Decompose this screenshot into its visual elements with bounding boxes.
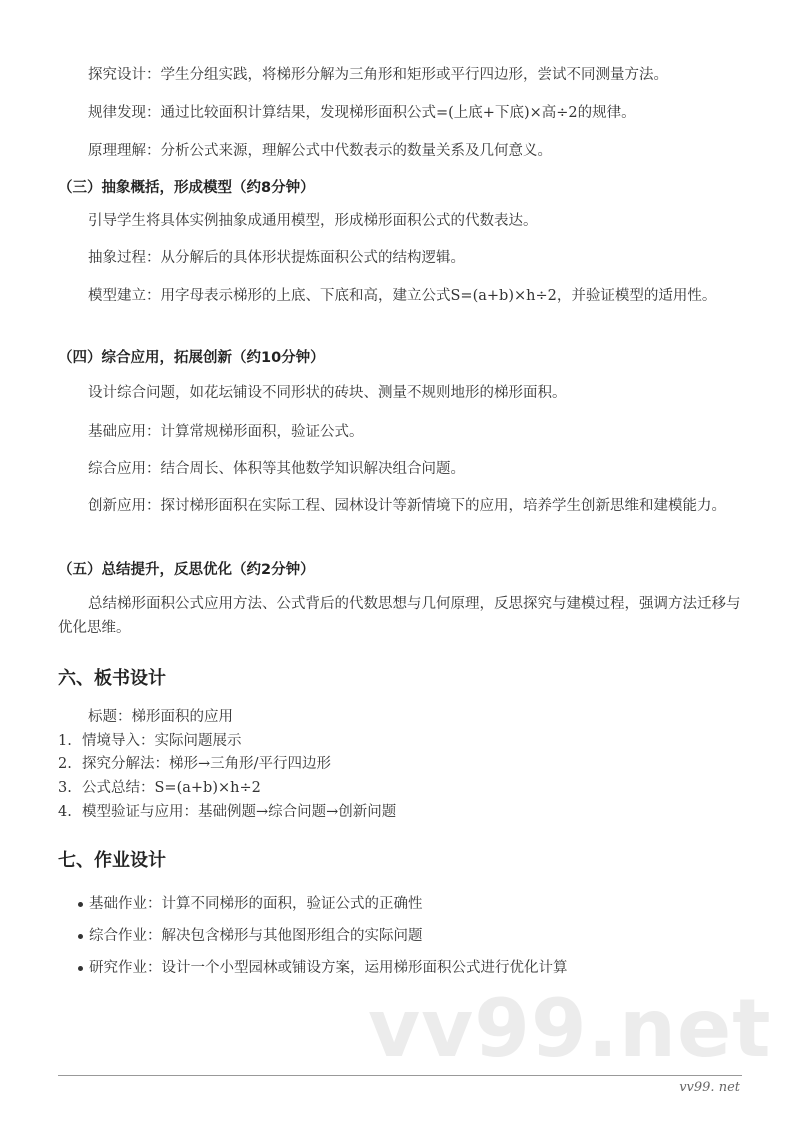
bullet-icon — [78, 902, 83, 907]
footer-divider — [58, 1075, 742, 1076]
list-text: 情境导入：实际问题展示 — [82, 733, 242, 749]
paragraph-rule-discovery: 规律发现：通过比较面积计算结果，发现梯形面积公式=(上底+下底)×高÷2的规律。 — [88, 105, 636, 121]
list-text: 公式总结：S=(a+b)×h÷2 — [82, 780, 261, 796]
list-item — [58, 776, 748, 800]
bullet-item — [78, 892, 768, 916]
board-title: 标题：梯形面积的应用 — [88, 709, 233, 725]
footer-site: vv99. net — [679, 1080, 740, 1095]
bullet-icon — [78, 934, 83, 939]
list-number: 2. — [58, 756, 72, 772]
paragraph: 总结梯形面积公式应用方法、公式背后的代数思想与几何原理，反思探究与建模过程，强调方法迁移与优化思维。 — [58, 596, 741, 636]
paragraph: 引导学生将具体实例抽象成通用模型，形成梯形面积公式的代数表达。 — [88, 213, 538, 229]
bullet-item — [78, 924, 768, 948]
board-design-heading: 六、板书设计 — [58, 668, 166, 689]
homework-heading: 七、作业设计 — [58, 850, 166, 871]
list-number: 1. — [58, 733, 72, 749]
section-4-heading: （四）综合应用，拓展创新（约10分钟） — [58, 350, 325, 366]
list-number: 3. — [58, 780, 72, 796]
paragraph: 创新应用：探讨梯形面积在实际工程、园林设计等新情境下的应用，培养学生创新思维和建模能力。 — [88, 498, 726, 514]
paragraph: 综合应用：结合周长、体积等其他数学知识解决组合问题。 — [88, 461, 465, 477]
paragraph: 设计综合问题，如花坛铺设不同形状的砖块、测量不规则地形的梯形面积。 — [88, 385, 567, 401]
section-3-heading: （三）抽象概括，形成模型（约8分钟） — [58, 180, 315, 196]
bullet-text: 综合作业：解决包含梯形与其他图形组合的实际问题 — [89, 928, 423, 944]
list-item — [58, 752, 748, 776]
paragraph: 模型建立：用字母表示梯形的上底、下底和高，建立公式S=(a+b)×h÷2，并验证模型的适用性。 — [88, 288, 717, 304]
bullet-icon — [78, 966, 83, 971]
paragraph: 基础应用：计算常规梯形面积，验证公式。 — [88, 424, 364, 440]
list-item — [58, 729, 748, 753]
list-number: 4. — [58, 804, 72, 820]
section-5-heading: （五）总结提升，反思优化（约2分钟） — [58, 562, 315, 578]
paragraph: 抽象过程：从分解后的具体形状提炼面积公式的结构逻辑。 — [88, 250, 465, 266]
list-item — [58, 800, 748, 824]
list-text: 模型验证与应用：基础例题→综合问题→创新问题 — [82, 804, 397, 820]
paragraph-principle: 原理理解：分析公式来源，理解公式中代数表示的数量关系及几何意义。 — [88, 143, 552, 159]
bullet-text: 基础作业：计算不同梯形的面积，验证公式的正确性 — [89, 896, 423, 912]
bullet-text: 研究作业：设计一个小型园林或铺设方案，运用梯形面积公式进行优化计算 — [89, 960, 568, 976]
paragraph-explore-design: 探究设计：学生分组实践，将梯形分解为三角形和矩形或平行四边形，尝试不同测量方法。 — [88, 67, 668, 83]
list-text: 探究分解法：梯形→三角形/平行四边形 — [82, 756, 332, 772]
bullet-item — [78, 956, 768, 980]
watermark: vv99.net — [368, 982, 772, 1075]
